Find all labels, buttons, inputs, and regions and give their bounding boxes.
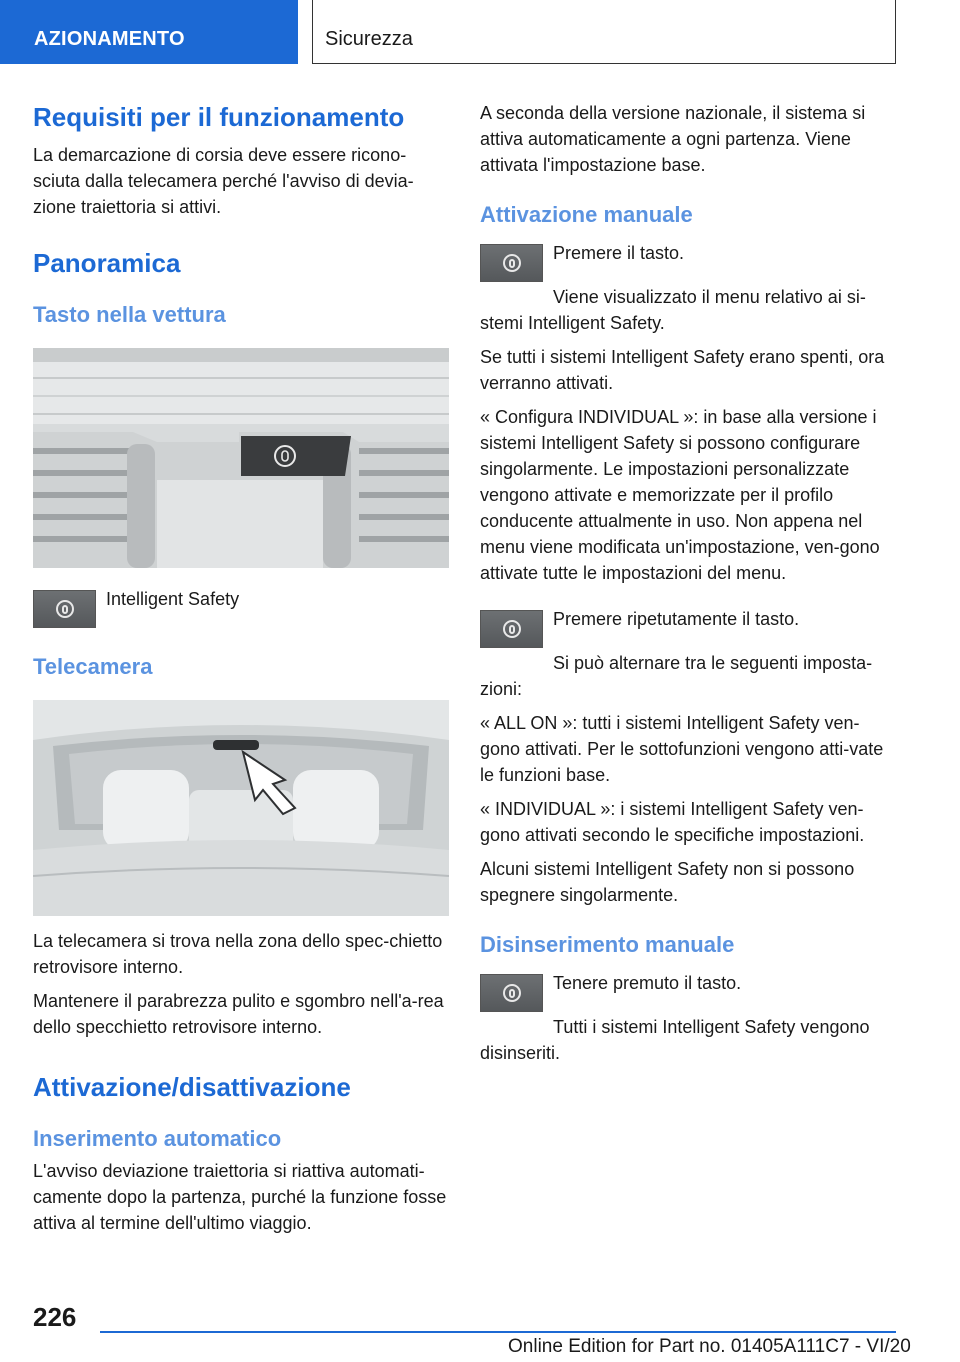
press-repeat-row [480, 606, 898, 650]
intelligent-safety-key-row [33, 586, 451, 630]
press-key-row [480, 240, 898, 284]
section-title: AZIONAMENTO [34, 28, 185, 50]
manual-deactivation-heading: Disinserimento manuale [480, 932, 735, 957]
all-off-text: Se tutti i sistemi Intelligent Safety erano spenti, ora verranno attivati. [480, 347, 885, 393]
edition-text: Online Edition for Part no. 01405A111C7 - VI/20 [508, 1336, 911, 1357]
intelligent-safety-icon [480, 244, 543, 282]
overview-heading: Panoramica [33, 248, 181, 278]
hold-key-text: Tenere premuto il tasto. [553, 973, 742, 993]
chapter-tab [312, 0, 896, 64]
configure-text: « Configura INDIVIDUAL »: in base alla versione i sistemi Intelligent Safety si possono configurare singolarmente. Le impostazioni personalizzate vengono attivate e memorizzate per il profilo conducente attualmente in uso. Non appena nel menu viene modificata un'impostazione, ven-gono attivate tutte le impostazioni del menu. [480, 407, 880, 583]
auto-activation-text: L'avviso deviazione traiettoria si riattiva automati-camente dopo la partenza, purché la funzione fosse attiva al termine dell'ultimo viaggio. [33, 1161, 447, 1233]
intelligent-safety-icon [33, 590, 96, 628]
intro-text: A seconda della versione nazionale, il sistema si attiva automaticamente a ogni partenza. Viene attivata l'impostazione base. [480, 103, 866, 175]
intelligent-safety-icon [480, 974, 543, 1012]
switch-between-text: Si può alternare tra le seguenti imposta-zioni: [480, 653, 873, 699]
activation-heading: Attivazione/disattivazione [33, 1072, 351, 1102]
intelligent-safety-icon [480, 610, 543, 648]
key-heading: Tasto nella vettura [33, 302, 226, 327]
press-key-text: Premere il tasto. [553, 243, 685, 263]
section-tab [0, 0, 298, 64]
camera-photo [33, 700, 449, 916]
requirements-heading: Requisiti per il funzionamento [33, 102, 405, 132]
chapter-title: Sicurezza [325, 28, 413, 50]
camera-clean-text: Mantenere il parabrezza pulito e sgombro nell'a-rea dello specchietto retrovisore interno. [33, 991, 444, 1037]
all-disabled-text: Tutti i sistemi Intelligent Safety vengono disinseriti. [480, 1017, 870, 1063]
left-column [33, 100, 451, 1236]
right-column [480, 100, 898, 1066]
auto-activation-heading: Inserimento automatico [33, 1126, 282, 1151]
dashboard-key-photo [33, 348, 449, 568]
manual-activation-heading: Attivazione manuale [480, 202, 693, 227]
press-repeat-text: Premere ripetutamente il tasto. [553, 609, 800, 629]
camera-location-text: La telecamera si trova nella zona dello spec-chietto retrovisore interno. [33, 931, 443, 977]
requirements-text: La demarcazione di corsia deve essere ricono-sciuta dalla telecamera perché l'avviso di devia-zione traiettoria si attivi. [33, 145, 414, 217]
menu-shown-text: Viene visualizzato il menu relativo ai si-stemi Intelligent Safety. [480, 287, 866, 333]
cannot-off-text: Alcuni sistemi Intelligent Safety non si possono spegnere singolarmente. [480, 859, 855, 905]
page-number: 226 [33, 1302, 77, 1332]
key-label: Intelligent Safety [106, 589, 240, 609]
camera-heading: Telecamera [33, 654, 153, 679]
individual-text: « INDIVIDUAL »: i sistemi Intelligent Safety ven-gono attivati secondo le specifiche impostazioni. [480, 799, 865, 845]
hold-key-row [480, 970, 898, 1014]
footer-rule [100, 1331, 896, 1333]
all-on-text: « ALL ON »: tutti i sistemi Intelligent Safety ven-gono attivati. Per le sottofunzioni vengono atti-vate le funzioni base. [480, 713, 884, 785]
